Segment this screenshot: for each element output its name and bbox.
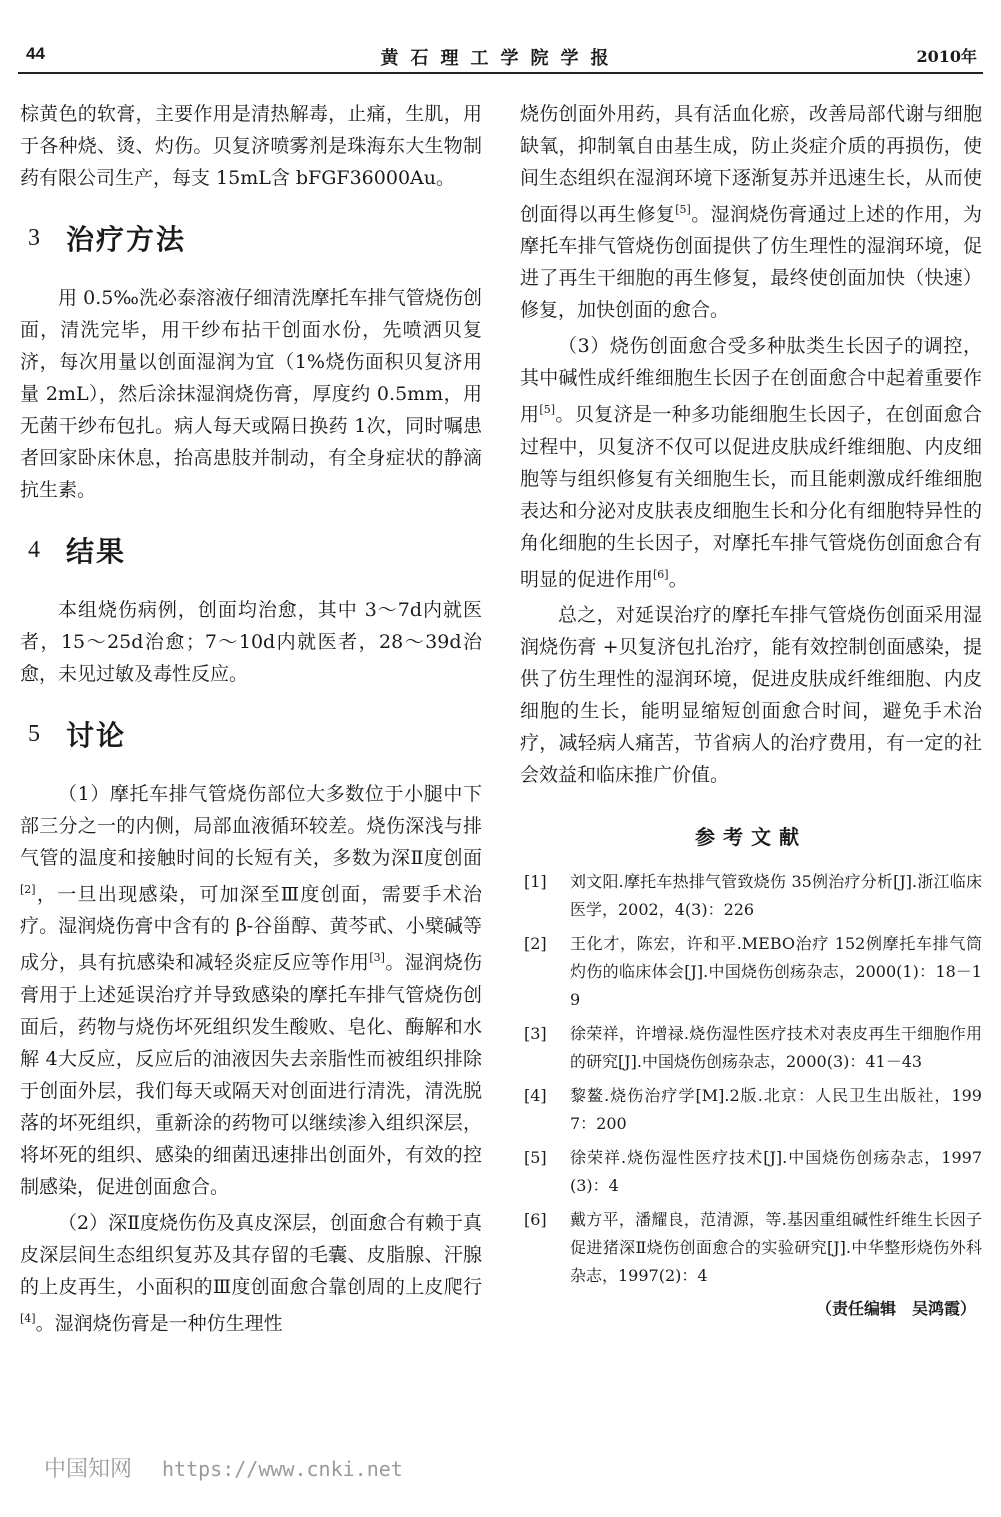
paragraph-discussion-3 (520, 330, 982, 595)
text-run: （2）深Ⅱ度烧伤伤及真皮深层，创面愈合有赖于真皮深层间生态组织复苏及其存留的毛囊、皮脂腺、汗腺的上皮再生，小面积的Ⅲ度创面愈合靠创周的上皮爬行 (20, 1211, 483, 1298)
reference-item (520, 1144, 982, 1200)
reference-text: 刘文阳.摩托车热排气管致烧伤 35例治疗分析[J].浙江临床医学，2002，4(3)：226 (570, 871, 982, 919)
text-run: 。湿润烧伤膏用于上述延误治疗并导致感染的摩托车排气管烧伤创面后，药物与烧伤坏死组织发生酸败、皂化、酶解和水解 4大反应，反应后的油液因失去亲脂性而被组织排除于创面外层，我们每天或隔天对创面进行清洗，清洗脱落的坏死组织，重新涂的药物可以继续渗入组织深层，将坏死的组织、感染的细菌迅速排出创面外，有效的控制感染，促进创面愈合。 (20, 951, 482, 1198)
section-heading-3 (20, 216, 482, 260)
section-number: 5 (28, 720, 40, 747)
text-run: ，一旦出现感染，可加深至Ⅲ度创面，需要手术治疗。湿润烧伤膏中含有的 β-谷甾醇、黄芩甙、小檗碱等成分，具有抗感染和减轻炎症反应等作用 (20, 883, 482, 974)
text-run: 。 (668, 567, 688, 590)
reference-text: 徐荣祥，许增禄.烧伤湿性医疗技术对表皮再生干细胞作用的研究[J].中国烧伤创疡杂志，2000(3)：41－43 (570, 1023, 982, 1071)
section-number: 4 (28, 536, 40, 563)
watermark-footer (44, 1452, 403, 1483)
text-run: 。湿润烧伤膏是一种仿生理性 (35, 1311, 283, 1334)
reference-text: 黎鳌.烧伤治疗学[M].2版.北京：人民卫生出版社，1997：200 (570, 1085, 982, 1133)
reference-number: [6] (524, 1209, 547, 1229)
left-column (20, 98, 482, 1343)
reference-number: [3] (524, 1023, 547, 1043)
watermark-url: https://www.cnki.net (162, 1457, 403, 1481)
reference-number: [4] (524, 1085, 547, 1105)
section-title: 治疗方法 (66, 223, 187, 256)
text-run: （1）摩托车排气管烧伤部位大多数位于小腿中下部三分之一的内侧，局部血液循环较差。烧伤深浅与排气管的温度和接触时间的长短有关，多数为深Ⅱ度创面 (20, 783, 482, 869)
paragraph-intro: 棕黄色的软膏，主要作用是清热解毒，止痛，生肌，用于各种烧、烫、灼伤。贝复济喷雾剂是珠海东大生物制药有限公司生产，每支 15mL含 bFGF36000Au。 (20, 103, 482, 189)
text-run: 。贝复济是一种多功能细胞生长因子，在创面愈合过程中，贝复济不仅可以促进皮肤成纤维细胞、内皮细胞等与组织修复有关细胞生长，而且能刺激成纤维细胞表达和分泌对皮肤表皮细胞生长和分化有细胞特异性的角化细胞的生长因子，对摩托车排气管烧伤创面愈合有明显的促进作用 (520, 403, 982, 590)
reference-number: [2] (524, 933, 547, 953)
page-header (18, 40, 983, 74)
paragraph-results: 本组烧伤病例，创面均治愈，其中 3～7d内就医者，15～25d治愈；7～10d内就医者，28～39d治愈，未见过敏及毒性反应。 (20, 599, 482, 685)
references-heading: 参考文献 (695, 824, 807, 849)
citation-marker: [3] (369, 951, 385, 965)
citation-marker: [2] (20, 883, 36, 896)
reference-item (520, 930, 982, 1014)
paragraph-summary: 总之，对延误治疗的摩托车排气管烧伤创面采用湿润烧伤膏 +贝复济包扎治疗，能有效控制创面感染，提供了仿生理性的湿润环境，促进皮肤成纤维细胞、内皮细胞的生长，能明显缩短创面愈合时间，避免手术治疗，减轻病人痛苦，节省病人的治疗费用，有一定的社会效益和临床推广价值。 (520, 603, 982, 786)
reference-text: 戴方平，潘耀良，范清源，等.基因重组碱性纤维生长因子促进猪深Ⅱ烧伤创面愈合的实验研究[J].中华整形烧伤外科杂志，1997(2)：4 (570, 1209, 982, 1285)
paragraph-continued (520, 98, 982, 326)
reference-item (520, 1020, 982, 1076)
section-title: 讨论 (66, 719, 127, 752)
reference-number: [5] (524, 1147, 547, 1167)
citation-marker: [5] (675, 203, 691, 216)
citation-marker: [6] (653, 567, 669, 581)
citation-marker: [5] (539, 403, 556, 417)
paragraph-discussion-1 (20, 778, 482, 1203)
reference-number: [1] (524, 871, 547, 891)
citation-marker: [4] (20, 1311, 36, 1325)
reference-item (520, 1082, 982, 1138)
text-run: 烧伤创面外用药，具有活血化瘀，改善局部代谢与细胞缺氧，抑制氧自由基生成，防止炎症介质的再损伤，使间生态组织在湿润环境下逐渐复苏并迅速生长，从而使创面得以再生修复 (520, 103, 982, 226)
reference-text: 徐荣祥.烧伤湿性医疗技术[J].中国烧伤创疡杂志，1997(3)：4 (570, 1147, 982, 1195)
page-number: 44 (26, 44, 45, 63)
paragraph-treatment: 用 0.5‰洗必泰溶液仔细清洗摩托车排气管烧伤创面，清洗完毕，用干纱布拈干创面水份，先喷洒贝复济，每次用量以创面湿润为宜（1%烧伤面积贝复济用量 2mL），然后涂抹湿润烧伤膏，厚度约 0.5mm，用无菌干纱布包扎。病人每天或隔日换药 1次，同时嘱患者回家卧床休息，抬高患肢并制动，有全身症状的静滴抗生素。 (20, 287, 482, 501)
text-run: （3）烧伤创面愈合受多种肽类生长因子的调控，其中碱性成纤维细胞生长因子在创面愈合中起着重要作用 (520, 335, 982, 426)
section-heading-4 (20, 528, 482, 572)
section-heading-5 (20, 712, 482, 756)
text-run: 。湿润烧伤膏通过上述的作用，为摩托车排气管烧伤创面提供了仿生理性的湿润环境，促进了再生干细胞的再生修复，最终使创面加快（快速）修复，加快创面的愈合。 (520, 203, 982, 322)
paragraph-discussion-2 (20, 1207, 482, 1339)
responsible-editor: （责任编辑 吴鸿霞） (815, 1298, 976, 1318)
publication-year: 2010年 (916, 47, 977, 66)
section-number: 3 (28, 224, 40, 251)
section-title: 结果 (66, 535, 127, 568)
reference-item (520, 1206, 982, 1290)
right-column (520, 98, 982, 1319)
reference-item (520, 868, 982, 924)
reference-text: 王化才，陈宏，许和平.MEBO治疗 152例摩托车排气筒灼伤的临床体会[J].中国烧伤创疡杂志，2000(1)：18－19 (570, 933, 982, 1009)
journal-title: 黄石理工学院学报 (380, 48, 621, 69)
watermark-brand: 中国知网 (44, 1457, 133, 1482)
